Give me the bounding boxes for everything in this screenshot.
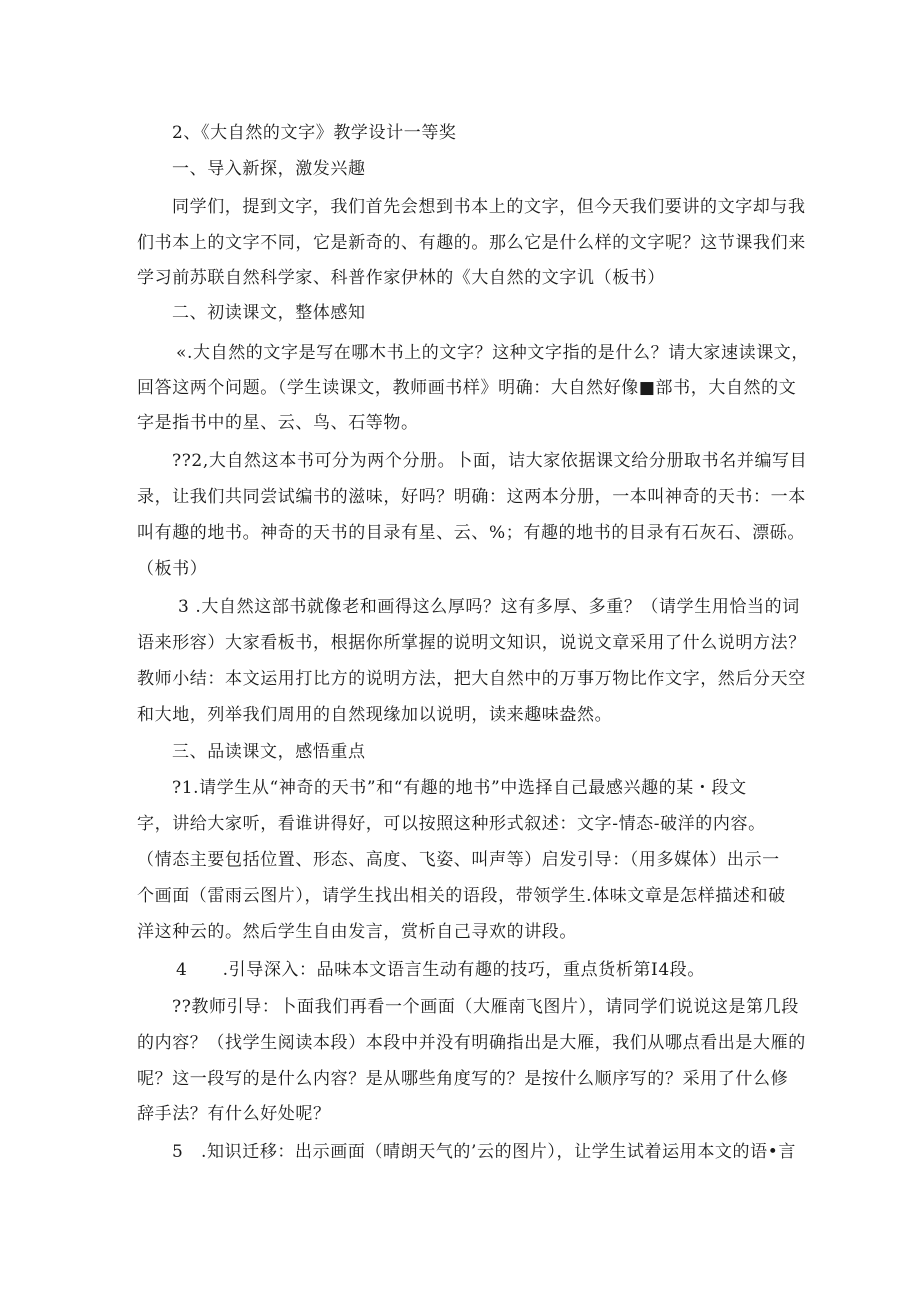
paragraph-line: 4 .引导深入：品味本文语言生动有趣的技巧，重点货析第I4段。 xyxy=(176,960,705,980)
paragraph-line: 回答这两个问题。（学生读课文，教师画书样》明确：大自然好像■部书，大自然的文 xyxy=(137,378,797,398)
document-title: 2、《大自然的文字》教学设计一等奖 xyxy=(172,123,457,143)
paragraph-line: 录，让我们共同尝试编书的滋味，好吗？明确：这两本分册，一本叫神奇的天书：一本 xyxy=(137,487,806,507)
paragraph-line: «.大自然的文字是写在哪木书上的文字？这种文字指的是什么？请大家速读课文， xyxy=(176,343,810,363)
paragraph-line: ??教师引导：卜面我们再看一个画面（大雁南飞图片），请同学们说说这是第几段 xyxy=(172,997,799,1017)
paragraph-line: 字是指书中的星、云、鸟、石等物。 xyxy=(137,413,419,433)
paragraph-line: （情态主要包括位置、形态、高度、飞姿、叫声等）启发引导：（用多媒体）出示一 xyxy=(137,850,780,870)
section-heading: 一、导入新探，激发兴趣 xyxy=(172,159,366,179)
paragraph-line: 同学们，提到文字，我们首先会想到书本上的文字，但今天我们要讲的文字却与我 xyxy=(172,197,806,217)
paragraph-line: 辞手法？有什么好处呢？ xyxy=(137,1104,331,1124)
paragraph-line: 字，讲给大家听，看谁讲得好，可以按照这种形式叙述：文字-情态-破洋的内容。 xyxy=(137,814,766,834)
paragraph-line: 3 .大自然这部书就像老和画得这么厚吗？这有多厚、多重？（请学生用恰当的词 xyxy=(178,597,800,617)
section-heading: 三、品读课文，感悟重点 xyxy=(172,742,366,762)
paragraph-line: 们书本上的文字不同，它是新奇的、有趣的。那么它是什么样的文字呢？这节课我们来 xyxy=(137,233,806,253)
paragraph-line: 呢？这一段写的是什么内容？是从哪些角度写的？是按什么顺序写的？采用了什么修 xyxy=(137,1069,789,1089)
paragraph-line: ??2,大自然这本书可分为两个分册。卜面，诘大家依据课文给分册取书名并编写目 xyxy=(172,451,808,471)
section-heading: 二、初读课文，整体感知 xyxy=(172,303,366,323)
paragraph-line: 语来形容）大家看板书，根据你所掌握的说明文知识，说说文章采用了什么说明方法？ xyxy=(137,633,806,653)
paragraph-line: ?1.请学生从“神奇的天书”和“有趣的地书”中选择自己最感兴趣的某・段文 xyxy=(172,778,747,798)
paragraph-line: 个画面（雷雨云图片），请学生找出相关的语段，带领学生.体味文章是怎样描述和破 xyxy=(137,886,786,906)
paragraph-line: 洋这种云的。然后学生自由发言，赏析自己寻欢的讲段。 xyxy=(137,922,577,942)
paragraph-line: 的内容？（找学生阅读本段）本段中并没有明确指出是大雁，我们从哪点看出是大雁的 xyxy=(137,1033,806,1053)
paragraph-line: 叫有趣的地书。神奇的天书的目录有星、云、%；有趣的地书的目录有石灰石、漂砾。 xyxy=(137,523,805,543)
paragraph-line: 5 .知识迁移：出示画面（晴朗天气的’云的图片），让学生试着运用本文的语•言 xyxy=(172,1142,796,1162)
paragraph-line: 和大地，列举我们周用的自然现缘加以说明，读来趣味盎然。 xyxy=(137,705,613,725)
paragraph-line: （板书） xyxy=(137,559,208,579)
paragraph-line: 教师小结：本文运用打比方的说明方法，把大自然中的万事万物比作文字，然后分天空 xyxy=(137,669,806,689)
paragraph-line: 学习前苏联自然科学家、科普作家伊林的《大自然的文字讥（板书） xyxy=(137,268,665,288)
